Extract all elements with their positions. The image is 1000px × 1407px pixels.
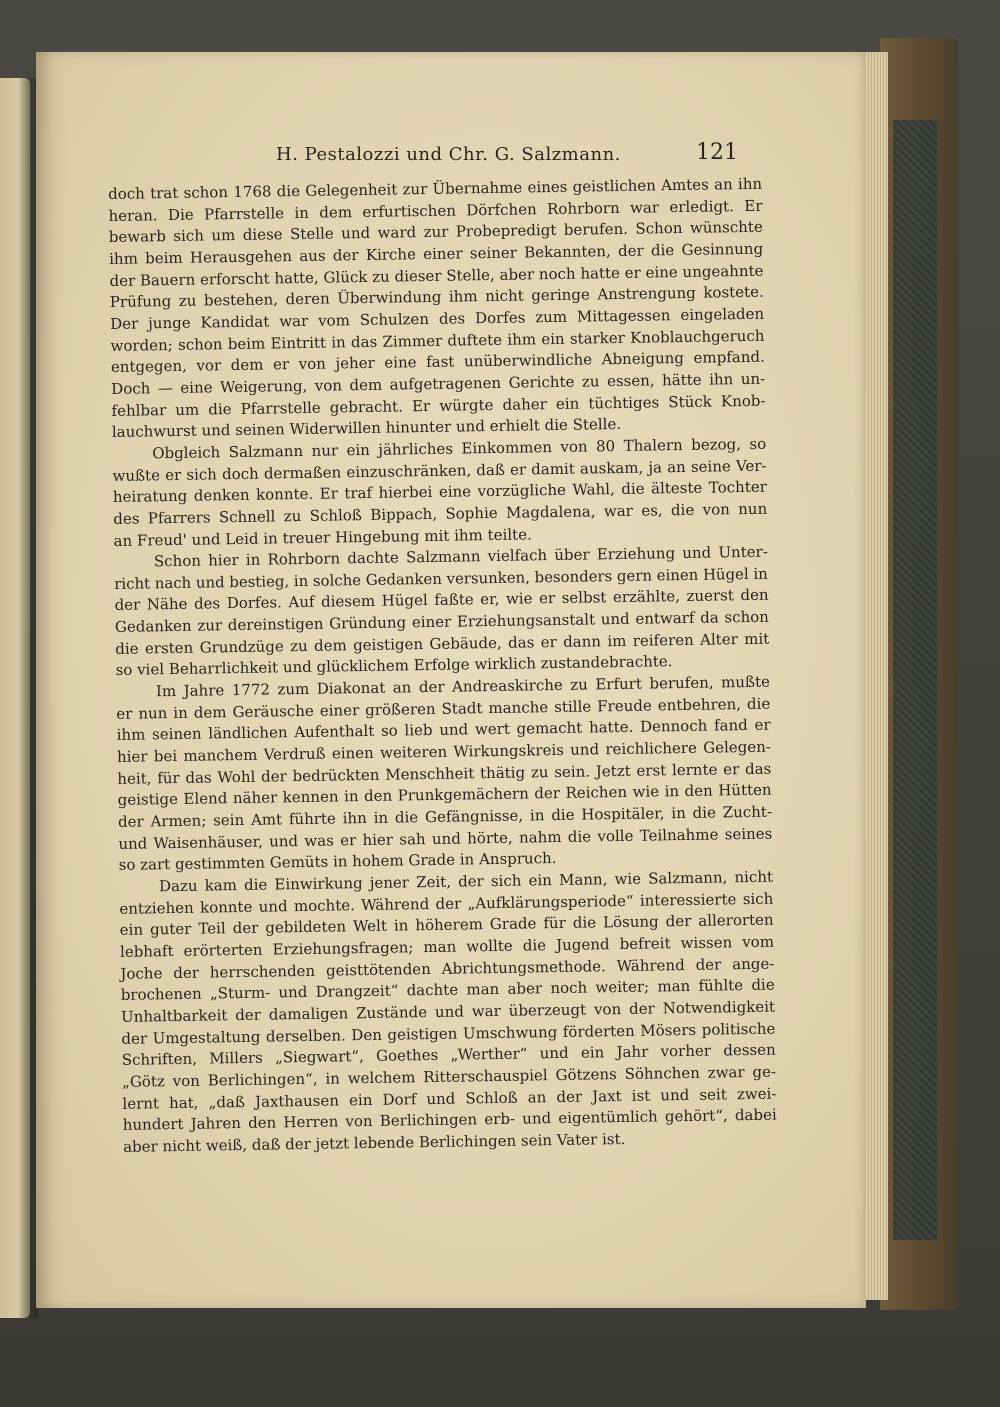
text-line: ihm beim Herausgehen aus der Kirche einer seiner Bekannten, der die Gesinnung <box>109 239 764 268</box>
text-line: aber nicht weiß, daß der jetzt lebende Berlichingen sein Vater ist. <box>122 1129 626 1156</box>
text-line: so zart gestimmten Gemüts in hohem Grade in Anspruch. <box>118 849 557 875</box>
text-line: Dazu kam die Einwirkung jener Zeit, der sich ein Mann, wie Salzmann, nicht <box>158 867 774 896</box>
text-line: heiratung denken konnte. Er traf hierbei eine vorzügliche Wahl, die älteste Tochter <box>112 477 767 507</box>
text-line: Im Jahre 1772 zum Diakonat an der Andreaskirche zu Erfurt berufen, mußte <box>155 672 771 701</box>
text-line: Schriften, Millers „Siegwart“, Goethes „Werther“ und ein Jahr vorher dessen <box>121 1040 776 1070</box>
text-line: ihm seinen ländlichen Aufenthalt so lieb und wert gemacht hatte. Dennoch fand er <box>116 716 771 745</box>
text-line: geistige Elend näher kennen in den Prunkgemächern der Reichen wie in den Hütten <box>117 781 772 810</box>
text-line: Der junge Kandidat war vom Schulzen des Dorfes zum Mittagessen eingeladen <box>110 304 765 333</box>
text-line: wußte er sich doch dermaßen einzuschränken, daß er damit auskam, ja an seine Ver- <box>112 456 767 485</box>
text-line: entziehen konnte und mochte. Während der „Aufklärungsperiode“ interessierte sich <box>119 889 774 918</box>
text-line: des Pfarrers Schnell zu Schloß Bippach, Sophie Magdalena, war es, die von nun <box>113 499 768 528</box>
text-line: der Bauern erforscht hatte, Glück zu dieser Stelle, aber noch hatte er eine ungeahnte <box>109 261 764 290</box>
text-line: lebhaft erörterten Erziehungsfragen; man wollte die Jugend befreit wissen vom <box>119 932 775 961</box>
text-line: worden; schon beim Eintritt in das Zimmer duftete ihm ein starker Knoblauchgeruch <box>110 326 765 355</box>
text-line: Unhaltbarkeit der damaligen Zustände und war überzeugt von der Notwendigkeit <box>120 997 776 1026</box>
text-line: entgegen, vor dem er von jeher eine fast unüberwindliche Abneigung empfand. <box>110 347 765 377</box>
text-line: er nun in dem Geräusche einer größeren Stadt manche stille Freude entbehren, die <box>116 694 771 723</box>
text-line: ein guter Teil der gebildeten Welt in höherem Grade für die Lösung der allerorten <box>119 910 774 940</box>
text-line: Joche der herrschenden geisttötenden Abrichtungsmethode. Während der ange- <box>120 954 775 983</box>
text-line: heit, für das Wohl der bedrückten Menschheit thätig zu sein. Jetzt erst lernte er das <box>117 759 772 788</box>
text-line: brochenen „Sturm- und Drangzeit“ dachte man aber noch weiter; man fühlte die <box>120 975 775 1005</box>
text-line: und Waisenhäuser, und was er hier sah und hörte, nahm die volle Teilnahme seines <box>118 824 773 853</box>
page-number: 121 <box>696 140 738 165</box>
text-line: bewarb sich um diese Stelle und ward zur Probepredigt berufen. Schon wünschte <box>108 218 763 247</box>
cover-cloth-texture <box>893 120 937 1240</box>
text-line: richt nach und bestieg, in solche Gedanken versunken, besonders gern einen Hügel in <box>114 564 768 593</box>
text-line: Gedanken zur dereinstigen Gründung einer Erziehungsanstalt und entwarf da schon <box>114 607 770 637</box>
text-line: Prüfung zu bestehen, deren Überwindung ihm nicht geringe Anstrengung kostete. <box>109 282 764 312</box>
text-line: heran. Die Pfarrstelle in dem erfurtischen Dörfchen Rohrborn war erledigt. Er <box>108 196 763 225</box>
body-text <box>108 174 777 1159</box>
text-line: die ersten Grundzüge zu dem geistigen Gebäude, das er dann im reiferen Alter mit <box>115 629 770 658</box>
text-line: „Götz von Berlichingen“, in welchem Ritterschauspiel Götzens Söhnchen zwar ge- <box>121 1062 777 1091</box>
page-header <box>276 140 744 170</box>
text-line: Doch — eine Weigerung, von dem aufgetragenen Gerichte zu essen, hätte ihn un- <box>111 369 766 398</box>
text-line: fehlbar um die Pfarrstelle gebracht. Er würgte daher ein tüchtiges Stück Knob- <box>111 391 766 420</box>
text-line: an Freud' und Leid in treuer Hingebung mit ihm teilte. <box>113 524 532 550</box>
text-line: hier bei manchem Verdruß einen weiteren Wirkungskreis und reichlichere Gelegen- <box>116 737 772 766</box>
text-line: doch trat schon 1768 die Gelegenheit zur Übernahme eines geistlichen Amtes an ihn <box>108 174 763 203</box>
text-line: der Armen; sein Amt führte ihn in die Gefängnisse, in die Hospitäler, in die Zucht- <box>117 802 773 831</box>
text-line: der Nähe des Dorfes. Auf diesem Hügel faßte er, wie er selbst erzählte, zuerst den <box>114 586 769 615</box>
text-line: so viel Beharrlichkeit und glücklichem Erfolge wirklich zustandebrachte. <box>115 652 673 680</box>
text-line: lernt hat, „daß Jaxthausen ein Dorf und Schloß an der Jaxt ist und seit zwei- <box>122 1084 777 1113</box>
text-line: Obgleich Salzmann nur ein jährliches Einkommen von 80 Thalern bezog, so <box>152 434 767 463</box>
text-line: Schon hier in Rohrborn dachte Salzmann vielfach über Erziehung und Unter- <box>153 542 769 571</box>
running-head: H. Pestalozzi und Chr. G. Salzmann. <box>276 144 621 165</box>
gutter-shadow <box>18 78 38 1318</box>
text-line: der Umgestaltung derselben. Den geistigen Umschwung förderten Mösers politische <box>121 1019 776 1048</box>
text-line: hundert Jahren den Herren von Berlichingen erb- und eigentümlich gehört“, dabei <box>122 1105 777 1135</box>
text-line: lauchwurst und seinen Widerwillen hinunter und erhielt die Stelle. <box>111 415 622 442</box>
